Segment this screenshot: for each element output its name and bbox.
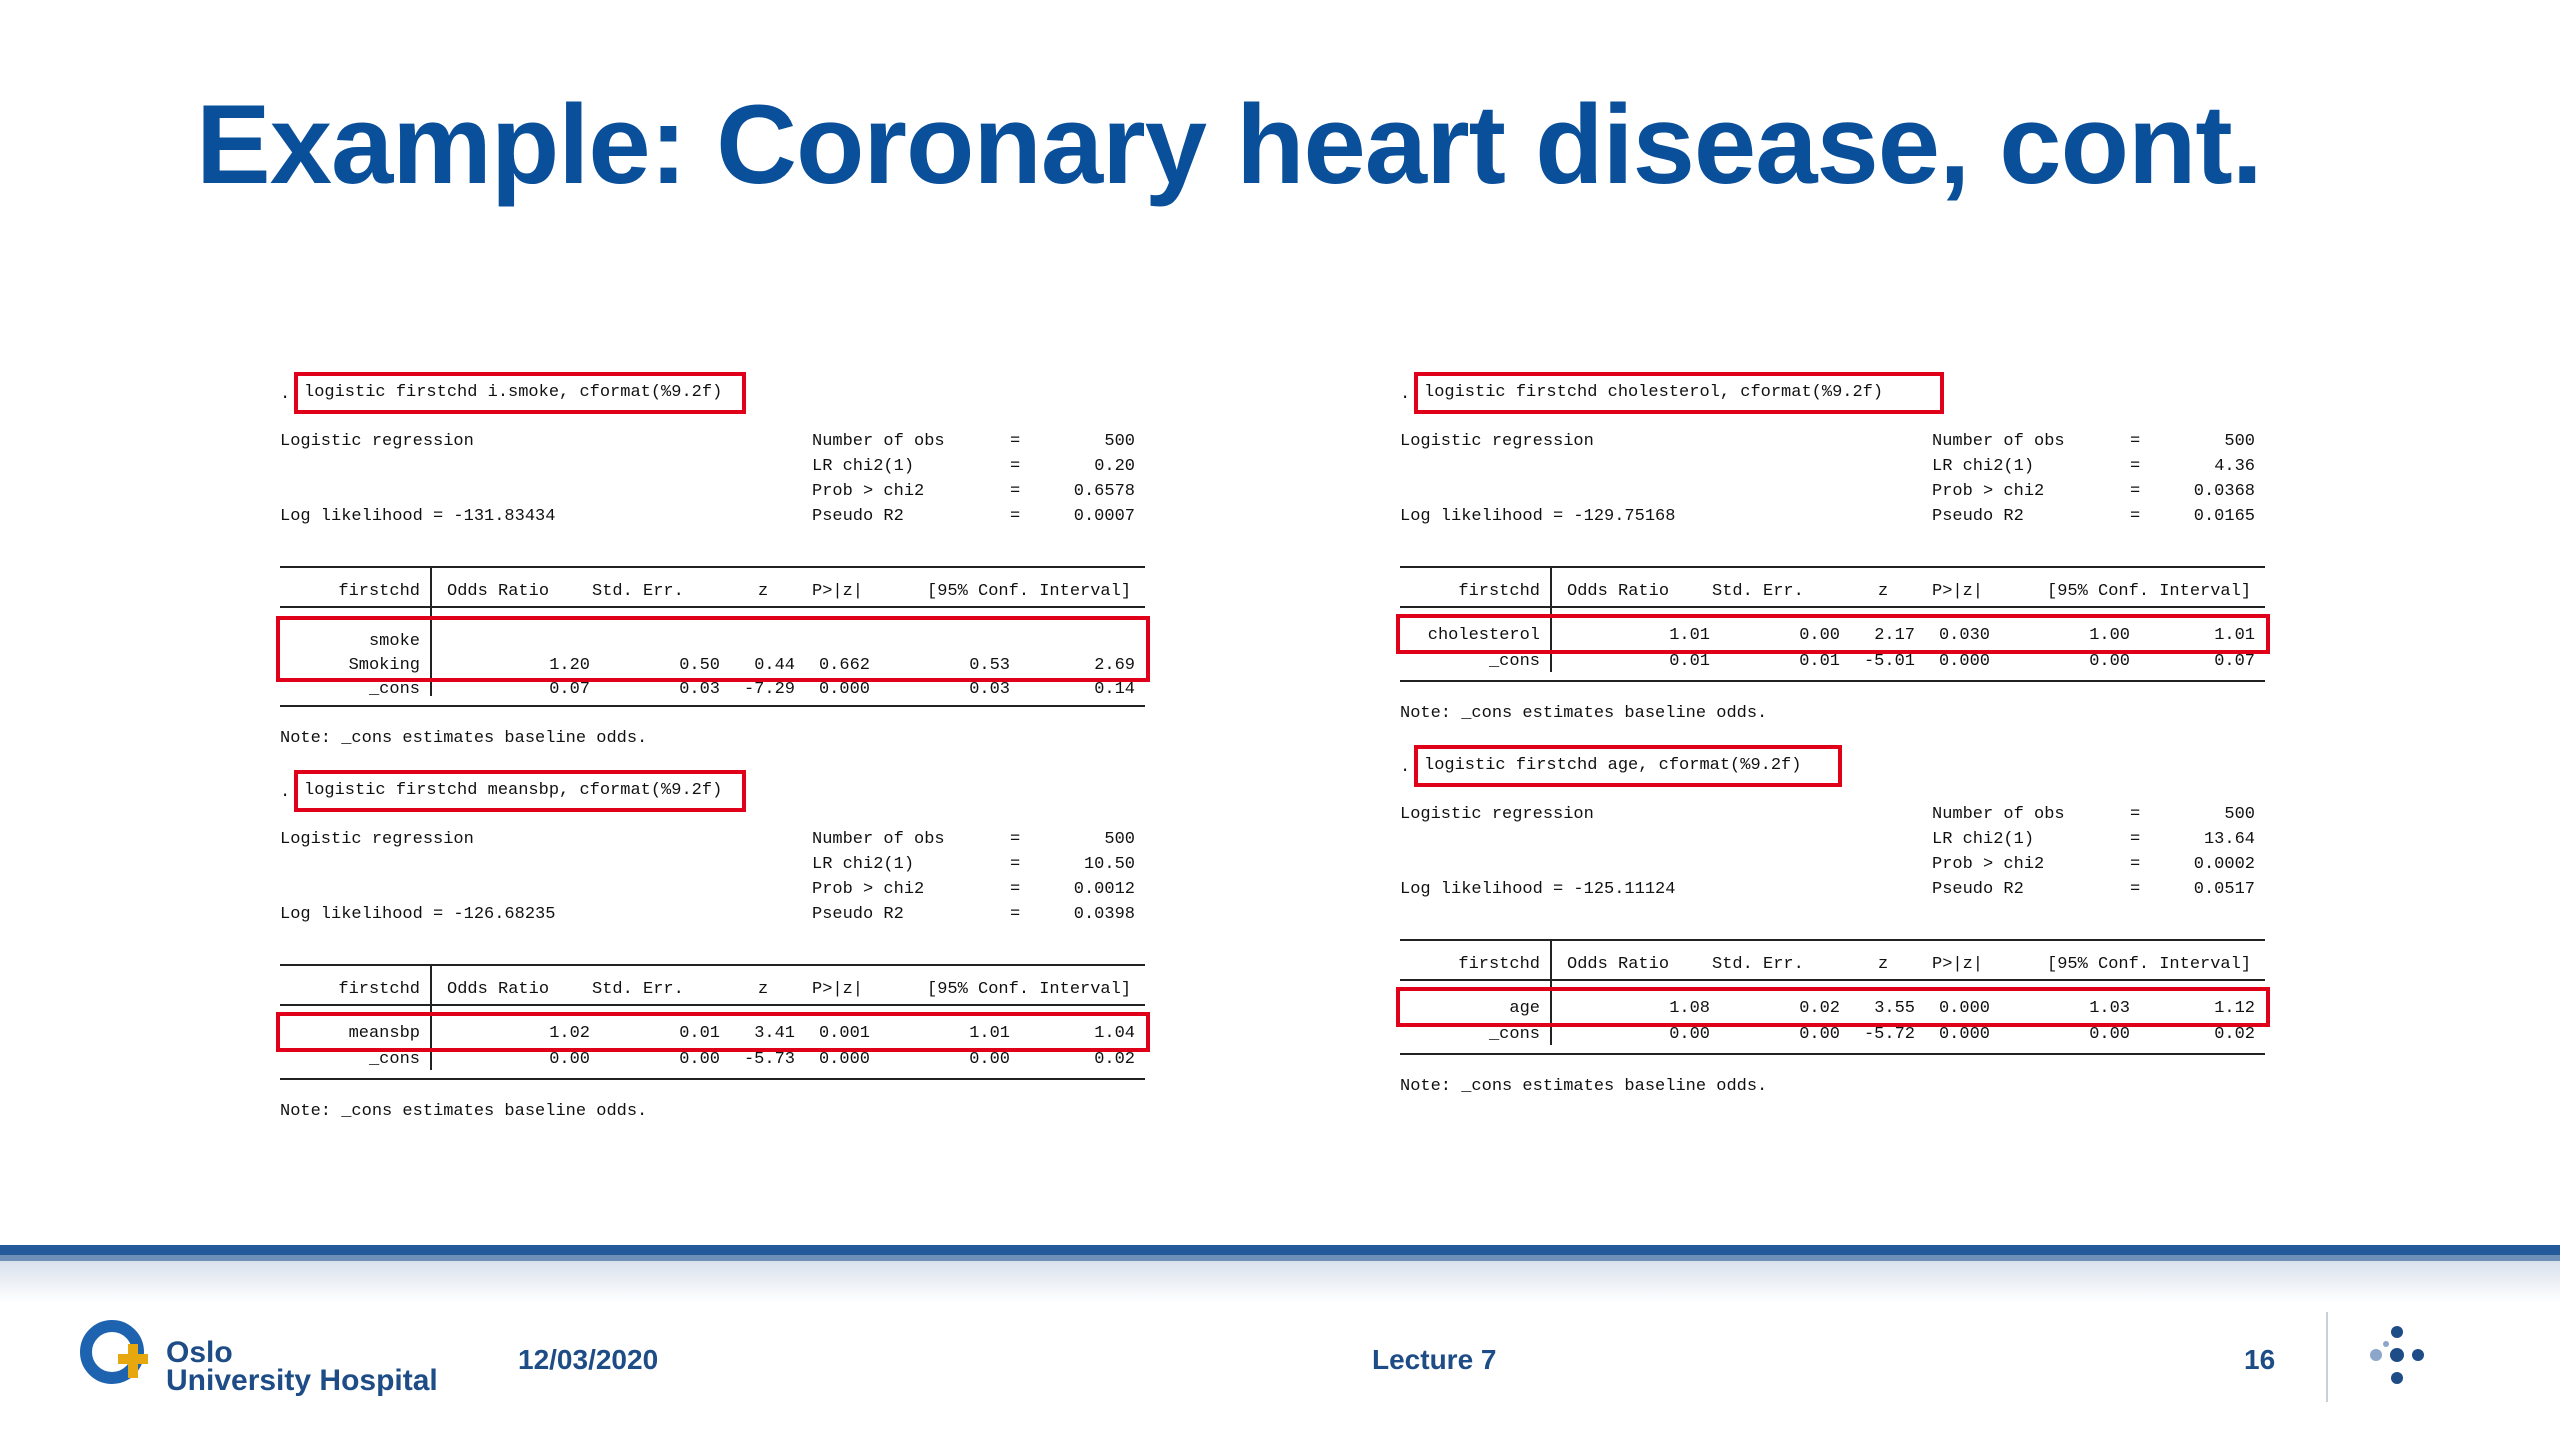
footer-page-number: 16 [2244, 1344, 2276, 1375]
header-se: Std. Err. [592, 980, 684, 999]
row-p: 0.000 [818, 1050, 870, 1069]
header-depvar: firstchd [1458, 955, 1540, 974]
row-lo: 0.00 [969, 1050, 1010, 1069]
row-lo: 0.00 [2089, 1025, 2130, 1044]
stat-value: 500 [1104, 432, 1135, 451]
header-ci: [95% Conf. Interval] [927, 582, 1132, 601]
row-or: 0.00 [1669, 1025, 1710, 1044]
command-prompt: . [280, 783, 291, 802]
command-prompt: . [1400, 385, 1411, 404]
row-p: 0.030 [1938, 626, 1990, 645]
table-bottom-rule [280, 705, 1145, 707]
row-lo: 1.01 [969, 1024, 1010, 1043]
row-hi: 1.04 [1094, 1024, 1135, 1043]
regression-panel-smoke [280, 372, 1150, 762]
table-top-rule [1400, 566, 2265, 568]
table-bottom-rule [1400, 1053, 2265, 1055]
header-ci: [95% Conf. Interval] [2047, 582, 2252, 601]
row-se: 0.00 [1799, 626, 1840, 645]
row-p: 0.001 [818, 1024, 870, 1043]
row-se: 0.03 [679, 680, 720, 699]
header-p: P>|z| [1932, 582, 1984, 601]
stat-eq: = [1010, 830, 1021, 849]
stat-eq: = [1010, 855, 1021, 874]
model-name: Logistic regression [280, 830, 474, 849]
regression-panel-age [1400, 745, 2270, 1105]
stat-value: 0.0002 [2193, 855, 2255, 874]
stat-eq: = [1010, 482, 1021, 501]
header-depvar: firstchd [338, 980, 420, 999]
row-var: _cons [368, 680, 420, 699]
header-se: Std. Err. [1712, 582, 1804, 601]
row-var: smoke [368, 632, 420, 651]
stat-value: 4.36 [2214, 457, 2255, 476]
stat-label: LR chi2(1) [812, 457, 915, 476]
header-p: P>|z| [1932, 955, 1984, 974]
row-lo: 0.00 [2089, 652, 2130, 671]
row-z: -5.72 [1863, 1025, 1915, 1044]
table-top-rule [1400, 939, 2265, 941]
logo-text-hospital: University Hospital [166, 1364, 438, 1397]
row-z: 3.55 [1874, 999, 1915, 1018]
command-text: logistic firstchd age, cformat(%9.2f) [1424, 756, 1802, 775]
table-top-rule [280, 964, 1145, 966]
stat-value: 0.20 [1094, 457, 1135, 476]
stat-eq: = [2130, 855, 2141, 874]
header-or: Odds Ratio [1567, 955, 1670, 974]
stat-value: 0.0368 [2193, 482, 2255, 501]
stat-value: 13.64 [2203, 830, 2255, 849]
row-p: 0.000 [1938, 652, 1990, 671]
row-hi: 0.14 [1094, 680, 1135, 699]
log-likelihood: Log likelihood = -125.11124 [1400, 880, 1676, 899]
row-se: 0.00 [1799, 1025, 1840, 1044]
table-header-rule [280, 606, 1145, 608]
log-likelihood: Log likelihood = -131.83434 [280, 507, 556, 526]
row-var: meansbp [348, 1024, 420, 1043]
header-or: Odds Ratio [447, 582, 550, 601]
command-prompt: . [1400, 758, 1411, 777]
stat-value: 0.0398 [1073, 905, 1135, 924]
stat-label: LR chi2(1) [812, 855, 915, 874]
regression-panel-cholesterol [1400, 372, 2270, 732]
command-text: logistic firstchd cholesterol, cformat(%9.2f) [1424, 383, 1884, 402]
stat-value: 10.50 [1083, 855, 1135, 874]
table-bottom-rule [1400, 680, 2265, 682]
model-name: Logistic regression [280, 432, 474, 451]
stat-eq: = [2130, 805, 2141, 824]
row-or: 1.02 [549, 1024, 590, 1043]
row-se: 0.00 [679, 1050, 720, 1069]
row-lo: 0.53 [969, 656, 1010, 675]
stat-eq: = [2130, 507, 2141, 526]
stat-label: Prob > chi2 [812, 880, 925, 899]
row-se: 0.50 [679, 656, 720, 675]
row-z: 0.44 [754, 656, 795, 675]
header-ci: [95% Conf. Interval] [927, 980, 1132, 999]
stat-eq: = [2130, 880, 2141, 899]
note: Note: _cons estimates baseline odds. [1400, 1077, 1768, 1096]
dots-cluster-icon [2366, 1324, 2428, 1386]
stat-eq: = [1010, 457, 1021, 476]
stat-label: Number of obs [1932, 432, 2065, 451]
table-header-rule [280, 1004, 1145, 1006]
row-hi: 1.01 [2214, 626, 2255, 645]
row-z: -5.01 [1863, 652, 1915, 671]
stat-label: Number of obs [1932, 805, 2065, 824]
stat-eq: = [1010, 880, 1021, 899]
stat-value: 0.0012 [1073, 880, 1135, 899]
row-p: 0.000 [1938, 1025, 1990, 1044]
row-se: 0.02 [1799, 999, 1840, 1018]
stat-label: Number of obs [812, 830, 945, 849]
row-z: 3.41 [754, 1024, 795, 1043]
note: Note: _cons estimates baseline odds. [1400, 704, 1768, 723]
stat-value: 0.0517 [2193, 880, 2255, 899]
header-depvar: firstchd [1458, 582, 1540, 601]
table-bottom-rule [280, 1078, 1145, 1080]
row-or: 0.01 [1669, 652, 1710, 671]
footer-divider [2326, 1312, 2328, 1402]
regression-panel-meansbp [280, 770, 1150, 1130]
header-se: Std. Err. [1712, 955, 1804, 974]
table-top-rule [280, 566, 1145, 568]
stat-eq: = [2130, 482, 2141, 501]
command-text: logistic firstchd meansbp, cformat(%9.2f) [304, 781, 723, 800]
row-p: 0.662 [818, 656, 870, 675]
row-var: Smoking [348, 656, 420, 675]
header-z: z [758, 980, 769, 999]
stat-value: 500 [2224, 432, 2255, 451]
row-se: 0.01 [679, 1024, 720, 1043]
stat-label: Prob > chi2 [1932, 482, 2045, 501]
row-z: -5.73 [743, 1050, 795, 1069]
row-hi: 0.02 [2214, 1025, 2255, 1044]
footer-band-gradient [0, 1261, 2560, 1303]
header-or: Odds Ratio [1567, 582, 1670, 601]
slide-title: Example: Coronary heart disease, cont. [196, 82, 2262, 207]
stat-value: 500 [2224, 805, 2255, 824]
stat-label: Pseudo R2 [1932, 507, 2024, 526]
log-likelihood: Log likelihood = -129.75168 [1400, 507, 1676, 526]
row-var: _cons [1488, 652, 1540, 671]
row-p: 0.000 [818, 680, 870, 699]
model-name: Logistic regression [1400, 432, 1594, 451]
log-likelihood: Log likelihood = -126.68235 [280, 905, 556, 924]
row-var: _cons [368, 1050, 420, 1069]
stat-label: Pseudo R2 [1932, 880, 2024, 899]
stat-label: LR chi2(1) [1932, 830, 2035, 849]
stat-value: 0.0007 [1073, 507, 1135, 526]
footer-date: 12/03/2020 [518, 1344, 659, 1375]
header-p: P>|z| [812, 980, 864, 999]
stat-eq: = [2130, 830, 2141, 849]
footer-band [0, 1245, 2560, 1255]
row-var: _cons [1488, 1025, 1540, 1044]
row-lo: 1.03 [2089, 999, 2130, 1018]
stat-label: Pseudo R2 [812, 507, 904, 526]
header-se: Std. Err. [592, 582, 684, 601]
command-text: logistic firstchd i.smoke, cformat(%9.2f) [304, 383, 723, 402]
row-hi: 2.69 [1094, 656, 1135, 675]
row-z: 2.17 [1874, 626, 1915, 645]
row-z: -7.29 [743, 680, 795, 699]
stat-value: 500 [1104, 830, 1135, 849]
stat-label: Prob > chi2 [812, 482, 925, 501]
row-lo: 0.03 [969, 680, 1010, 699]
header-or: Odds Ratio [447, 980, 550, 999]
row-or: 0.07 [549, 680, 590, 699]
header-z: z [758, 582, 769, 601]
table-header-rule [1400, 979, 2265, 981]
row-or: 1.08 [1669, 999, 1710, 1018]
footer-lecture: Lecture 7 [1372, 1344, 1497, 1375]
row-lo: 1.00 [2089, 626, 2130, 645]
row-or: 1.01 [1669, 626, 1710, 645]
stat-label: Number of obs [812, 432, 945, 451]
stat-eq: = [1010, 507, 1021, 526]
stat-eq: = [2130, 432, 2141, 451]
command-prompt: . [280, 385, 291, 404]
note: Note: _cons estimates baseline odds. [280, 1102, 648, 1121]
stat-value: 0.6578 [1073, 482, 1135, 501]
row-var: age [1509, 999, 1540, 1018]
stat-label: Prob > chi2 [1932, 855, 2045, 874]
stat-label: Pseudo R2 [812, 905, 904, 924]
header-z: z [1878, 582, 1889, 601]
header-p: P>|z| [812, 582, 864, 601]
row-p: 0.000 [1938, 999, 1990, 1018]
row-hi: 0.07 [2214, 652, 2255, 671]
header-z: z [1878, 955, 1889, 974]
table-header-rule [1400, 606, 2265, 608]
row-hi: 0.02 [1094, 1050, 1135, 1069]
stat-eq: = [1010, 432, 1021, 451]
row-or: 1.20 [549, 656, 590, 675]
stat-eq: = [2130, 457, 2141, 476]
stat-eq: = [1010, 905, 1021, 924]
row-or: 0.00 [549, 1050, 590, 1069]
row-se: 0.01 [1799, 652, 1840, 671]
row-hi: 1.12 [2214, 999, 2255, 1018]
model-name: Logistic regression [1400, 805, 1594, 824]
header-depvar: firstchd [338, 582, 420, 601]
oslo-hospital-logo-icon [78, 1318, 152, 1392]
stat-label: LR chi2(1) [1932, 457, 2035, 476]
row-var: cholesterol [1427, 626, 1540, 645]
logo-text-oslo: Oslo [166, 1336, 233, 1369]
header-ci: [95% Conf. Interval] [2047, 955, 2252, 974]
note: Note: _cons estimates baseline odds. [280, 729, 648, 748]
stat-value: 0.0165 [2193, 507, 2255, 526]
